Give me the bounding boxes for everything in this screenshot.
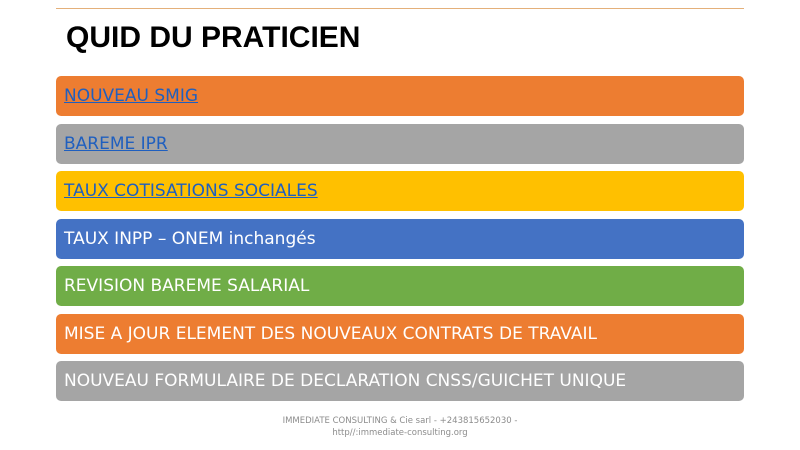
footer xyxy=(0,415,800,439)
label-mise-a-jour-contrats: MISE A JOUR ELEMENT DES NOUVEAUX CONTRATS DE TRAVAIL xyxy=(64,323,597,344)
label-revision-bareme-salarial: REVISION BAREME SALARIAL xyxy=(64,276,310,296)
footer-company-line: IMMEDIATE CONSULTING & Cie sarl - +243815652030 - xyxy=(282,416,518,426)
bar-nouveau-formulaire-cnss xyxy=(56,361,744,401)
link-bareme-ipr[interactable]: BAREME IPR xyxy=(64,133,168,154)
bar-nouveau-smig[interactable] xyxy=(56,76,744,116)
label-nouveau-formulaire-cnss: NOUVEAU FORMULAIRE DE DECLARATION CNSS/GUICHET UNIQUE xyxy=(64,371,627,391)
slide-title: QUID DU PRATICIEN xyxy=(66,21,361,54)
bar-bareme-ipr[interactable] xyxy=(56,124,744,164)
bar-taux-inpp-onem xyxy=(56,219,744,259)
bar-taux-cotisations-sociales[interactable] xyxy=(56,171,744,211)
label-taux-inpp-onem: TAUX INPP – ONEM inchangés xyxy=(64,228,316,249)
link-taux-cotisations-sociales[interactable]: TAUX COTISATIONS SOCIALES xyxy=(64,181,318,201)
topic-list xyxy=(56,76,744,409)
link-nouveau-smig[interactable]: NOUVEAU SMIG xyxy=(64,86,199,106)
top-divider xyxy=(56,8,744,9)
bar-mise-a-jour-contrats xyxy=(56,314,744,354)
footer-website-line: http//:immediate-consulting.org xyxy=(332,428,468,438)
bar-revision-bareme-salarial xyxy=(56,266,744,306)
